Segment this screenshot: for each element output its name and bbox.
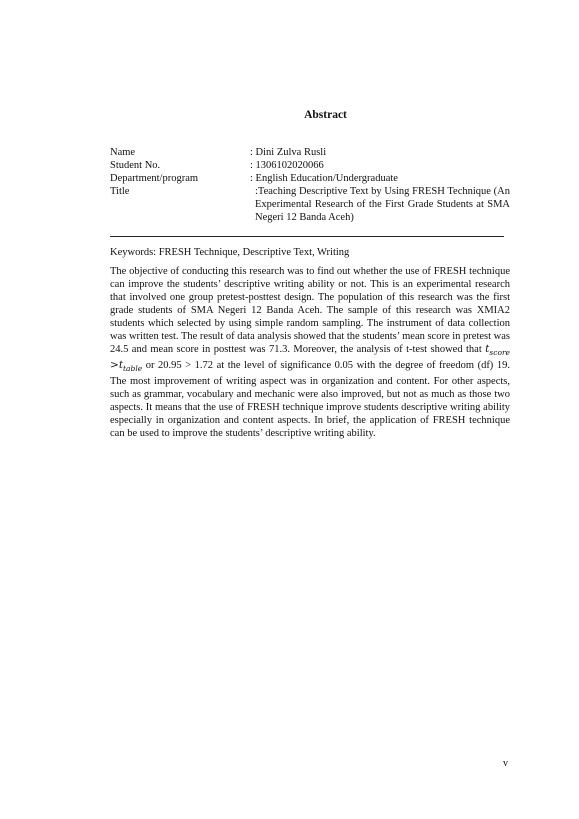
meta-key-name: Name bbox=[110, 147, 136, 158]
meta-key-department: Department/program bbox=[110, 173, 199, 184]
page-number: v bbox=[503, 758, 508, 769]
meta-row-name bbox=[110, 146, 510, 159]
table-subscript: table bbox=[123, 364, 143, 374]
t-symbol-table: t bbox=[118, 359, 124, 372]
metadata-block bbox=[110, 146, 510, 224]
score-subscript: score bbox=[489, 348, 510, 358]
meta-value-student-no: : 1306102020066 bbox=[250, 160, 324, 171]
meta-row-student-no bbox=[110, 159, 510, 172]
t-symbol-score: t bbox=[485, 343, 490, 355]
separator-line bbox=[110, 236, 504, 237]
abstract-text-part2: or 20.95 > 1.72 at the level of significance 0.05 with the degree of freedom (df) 19. The most improvement of writing aspect was in organization and content. For other aspects, such as grammar, vocabulary and mechanic were also improved, but not as much as those two aspects. It means that the use of FRESH technique improve students descriptive writing ability especially in organization and content aspects. In brief, the application of FRESH technique can be used to improve the students’ descriptive writing ability. bbox=[110, 360, 510, 440]
abstract-heading: Abstract bbox=[304, 109, 347, 121]
meta-key-student-no: Student No. bbox=[110, 160, 161, 171]
abstract-paragraph bbox=[110, 265, 510, 440]
greater-than-symbol: > bbox=[110, 359, 119, 372]
meta-row-department bbox=[110, 172, 510, 185]
meta-value-title: :Teaching Descriptive Text by Using FRESH Technique (An Experimental Research of the First Grade Students at SMA Negeri 12 Banda Aceh) bbox=[255, 186, 510, 223]
keywords-line: Keywords: FRESH Technique, Descriptive Text, Writing bbox=[110, 247, 350, 258]
meta-value-department: : English Education/Undergraduate bbox=[250, 173, 398, 184]
meta-row-title bbox=[110, 185, 510, 224]
abstract-text-part1: The objective of conducting this research was to find out whether the use of FRESH technique can improve the students’ descriptive writing ability or not. This is an experimental research that involved one group pretest-posttest design. The population of this research was the first grade students of SMA Negeri 12 Banda Aceh. The sample of this research was XMIA2 students which selected by using simple random sampling. The instrument of data collection was written test. The result of data analysis showed that the students’ mean score in pretest was 24.5 and mean score in posttest was 71.3. Moreover, the analysis of t-test showed that bbox=[110, 266, 510, 355]
meta-value-name: : Dini Zulva Rusli bbox=[250, 147, 327, 158]
meta-key-title: Title bbox=[110, 186, 130, 197]
